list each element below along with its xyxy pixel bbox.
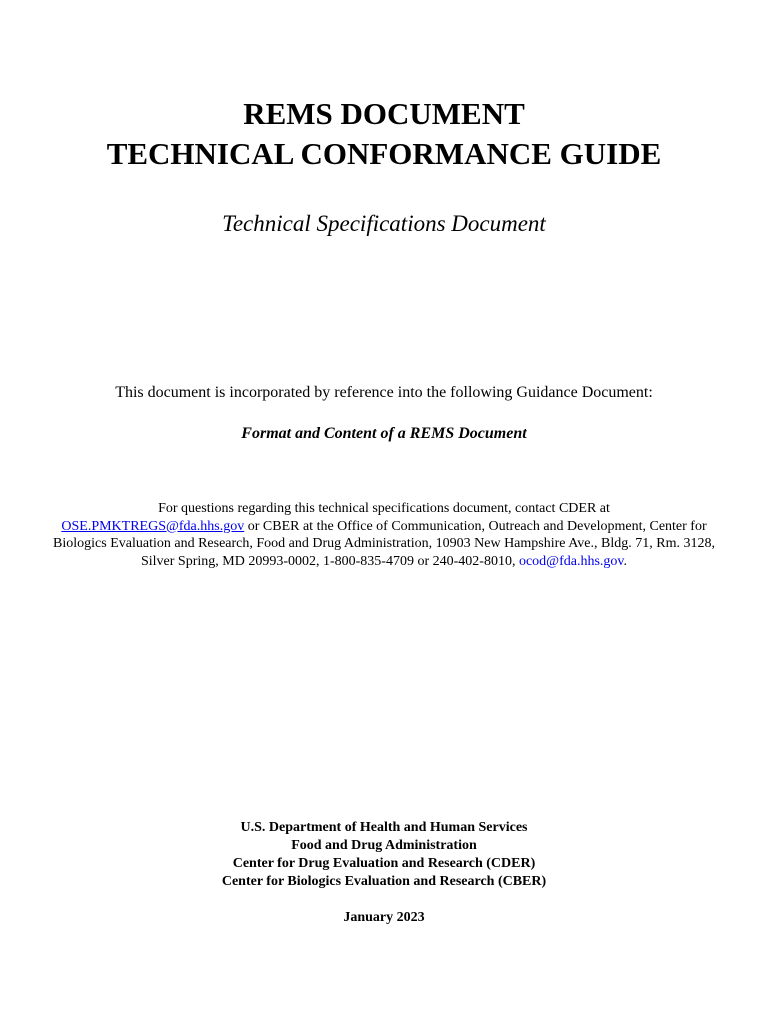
publication-date: January 2023 — [343, 910, 425, 925]
incorporation-statement: This document is incorporated by reference into the following Guidance Document: — [115, 384, 653, 401]
agency-cber: Center for Biologics Evaluation and Research (CBER) — [221, 874, 547, 889]
contact-body: or CBER at the Office of Communication, Outreach and Development, Center for Biologics Evaluation and Research, Food and Drug Administration, 10903 New Hampshire Ave., Bldg. 71, Rm. 3128, Silver Spring, MD 20993-0002, 1-800-835-4709 or 240-402-8010, — [53, 518, 715, 569]
contact-paragraph — [40, 500, 728, 570]
contact-intro: For questions regarding this technical specifications document, contact CDER at — [158, 501, 610, 516]
contact-end: . — [623, 553, 627, 569]
document-title-line-2: TECHNICAL CONFORMANCE GUIDE — [106, 136, 662, 171]
agency-department: U.S. Department of Health and Human Services — [240, 820, 528, 835]
agency-fda: Food and Drug Administration — [291, 838, 477, 853]
document-subtitle: Technical Specifications Document — [222, 211, 546, 236]
cder-email-link[interactable]: OSE.PMKTREGS@fda.hhs.gov — [61, 518, 245, 534]
document-title-line-1: REMS DOCUMENT — [243, 96, 525, 131]
guidance-document-title: Format and Content of a REMS Document — [241, 425, 527, 442]
agency-cder: Center for Drug Evaluation and Research (CDER) — [232, 856, 536, 871]
cber-email-link[interactable]: ocod@fda.hhs.gov — [518, 553, 624, 569]
agency-block — [0, 819, 768, 891]
